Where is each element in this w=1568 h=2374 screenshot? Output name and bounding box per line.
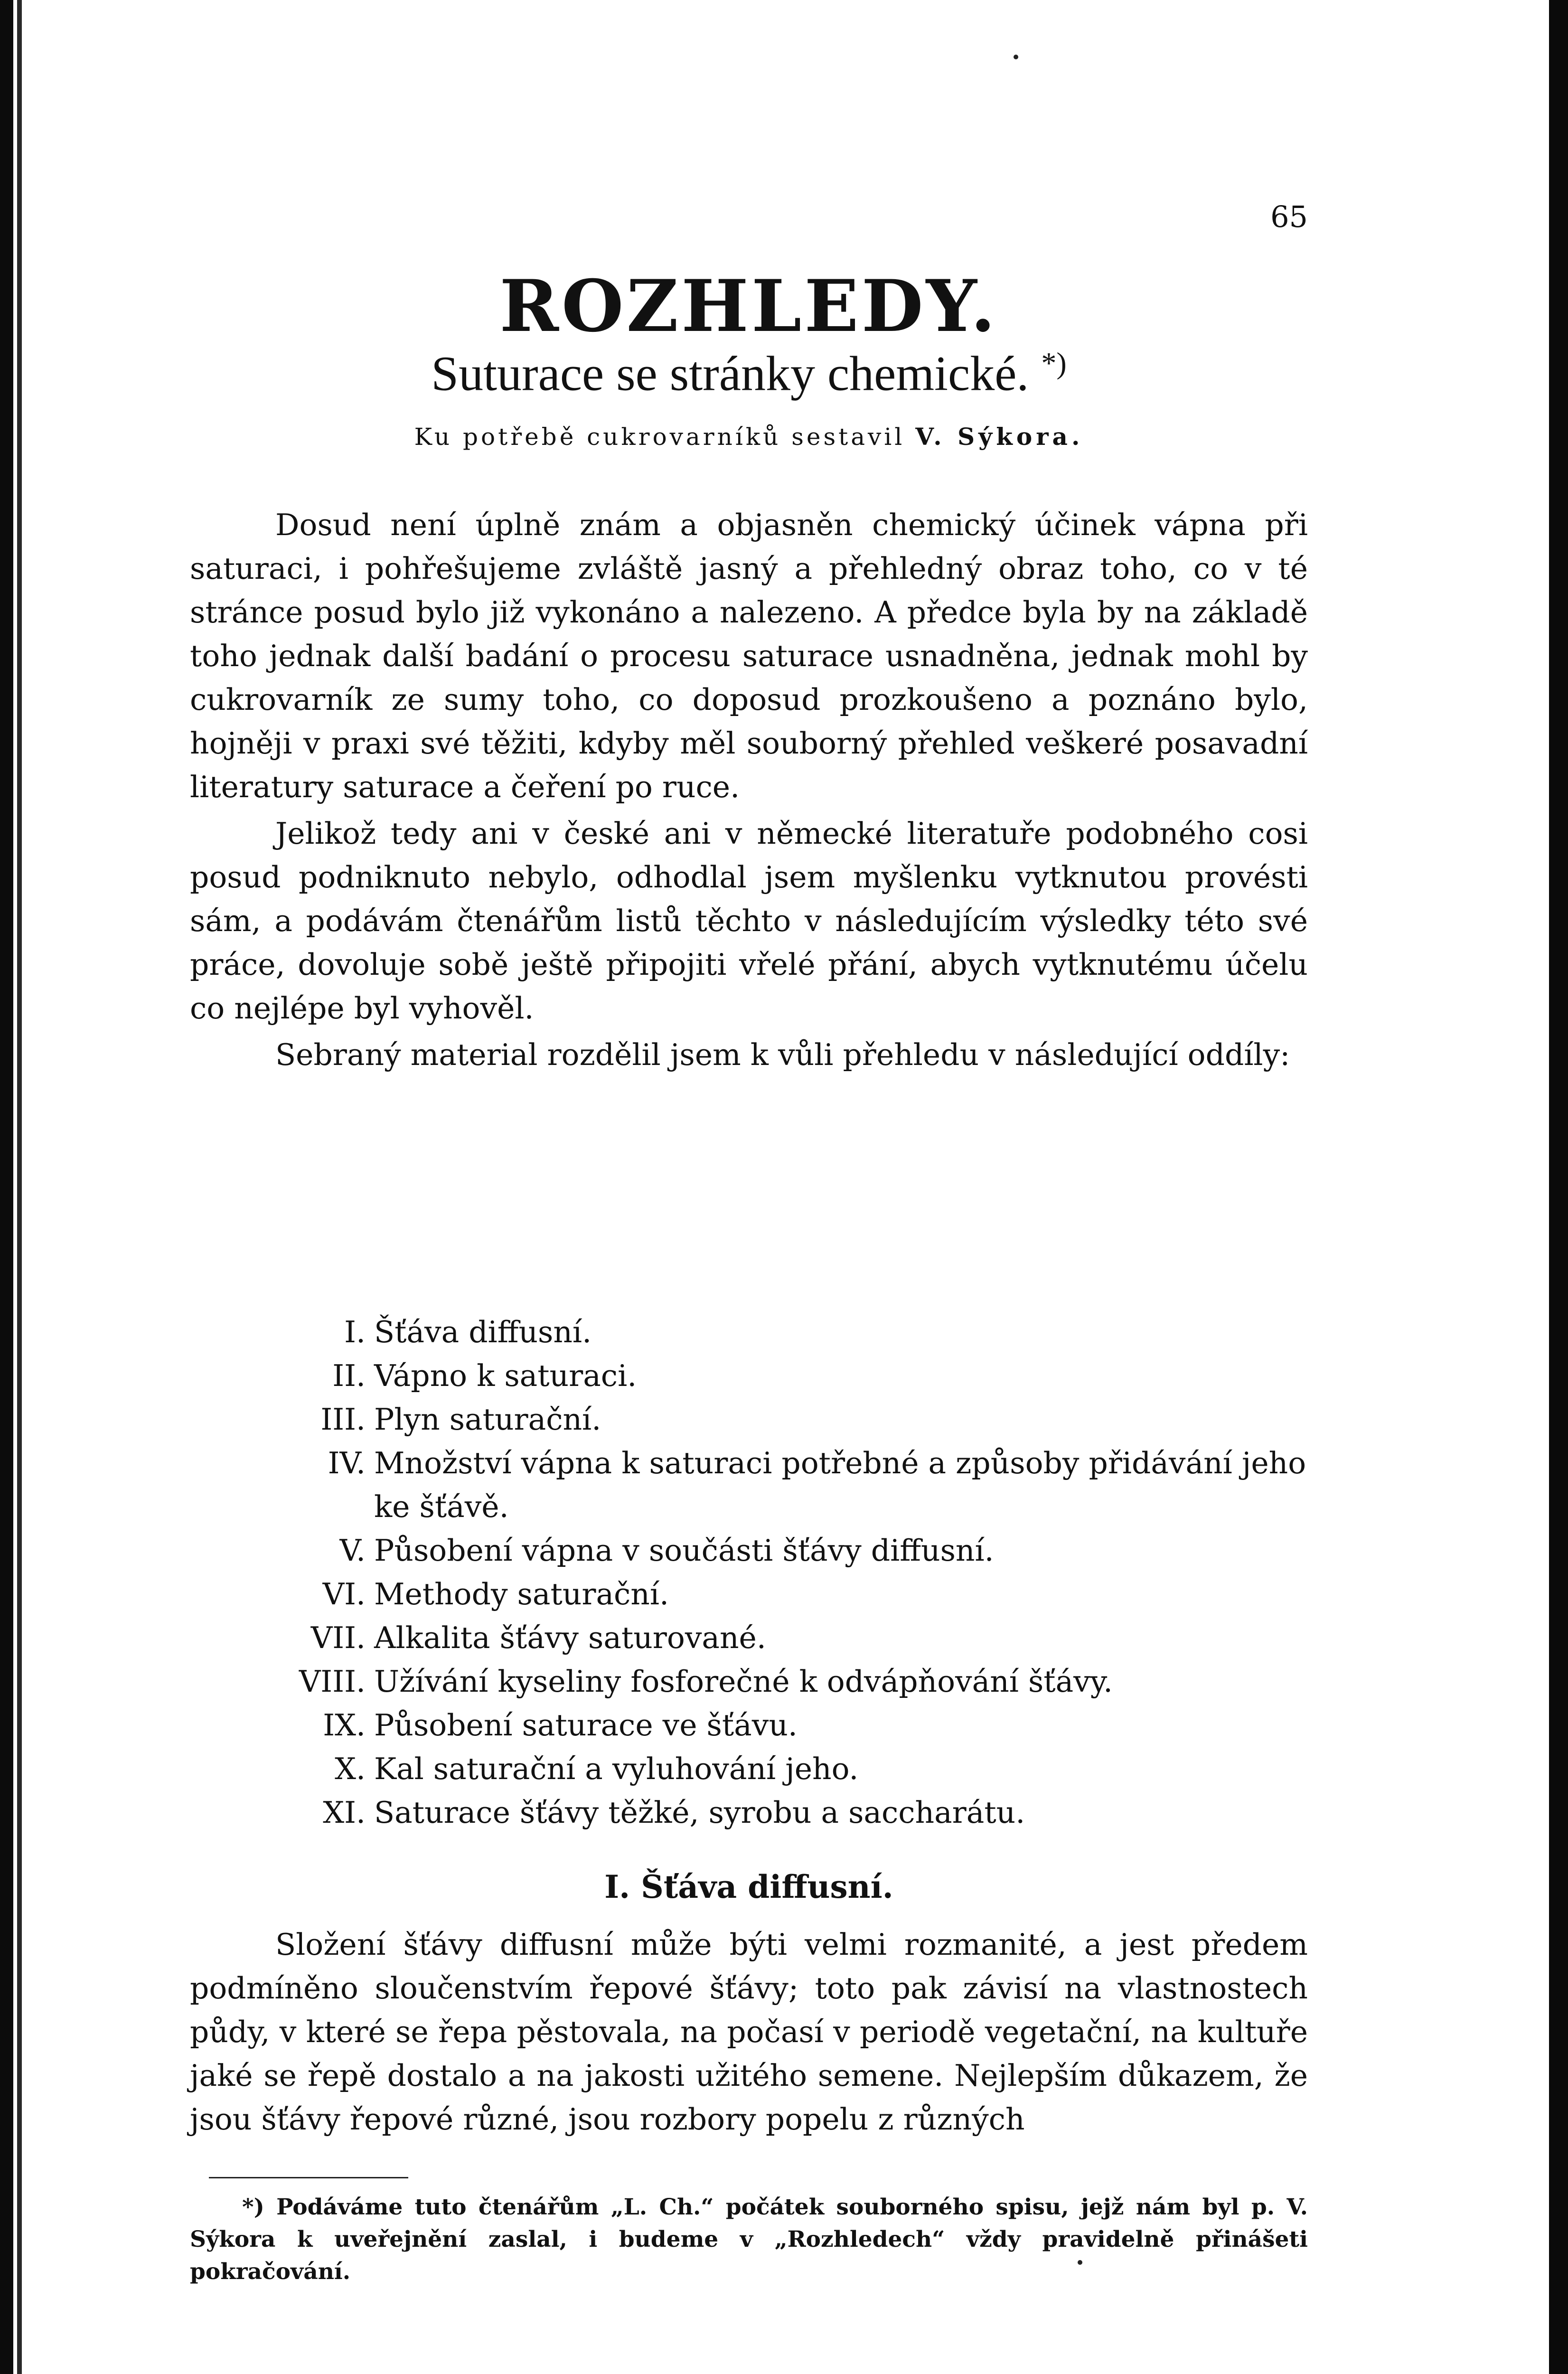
byline-prefix: Ku potřebě cukrovarníků sestavil: [414, 423, 905, 451]
intro-text: [190, 503, 1308, 1077]
list-item-title: Plyn saturační.: [374, 1402, 601, 1437]
list-item: [190, 1310, 1308, 1354]
byline-author: V. Sýkora.: [915, 423, 1084, 451]
list-item-title: Vápno k saturaci.: [374, 1358, 637, 1393]
list-item: [190, 1791, 1308, 1835]
list-item: [190, 1660, 1308, 1704]
list-item: [190, 1398, 1308, 1441]
list-item-number: X.: [335, 1752, 366, 1786]
list-item-title: Působení vápna v součásti šťávy diffusní.: [374, 1533, 994, 1568]
footnote-divider: [209, 2177, 408, 2178]
list-item-number: IV.: [328, 1446, 366, 1480]
list-item-number: V.: [339, 1533, 366, 1568]
footnote-mark: *): [1041, 346, 1067, 380]
chapter-text: [190, 1923, 1308, 2141]
article-title-text: Suturace se stránky chemické.: [431, 346, 1029, 401]
chapter-heading: I. Šťáva diffusní.: [604, 1868, 893, 1905]
footnote: [190, 2191, 1308, 2288]
paragraph: Složení šťávy diffusní může býti velmi rozmanité, a jest předem podmíněno sloučenstvím řepové šťávy; toto pak závisí na vlastnostech půdy, v které se řepa pěstovala, na počasí v periodě vegetační, na kultuře jaké se řepě dostalo a na jakosti užitého semene. Nejlepším důkazem, že jsou šťávy řepové různé, jsou rozbory popelu z různých: [190, 1927, 1308, 2137]
list-item: [190, 1529, 1308, 1573]
list-item-number: VI.: [322, 1577, 366, 1611]
scan-edge-left: [0, 0, 13, 2374]
page-number: 65: [1270, 199, 1308, 234]
paragraph: Jelikož tedy ani v české ani v německé literatuře podobného cosi posud podniknuto nebylo, odhodlal jsem myšlenku vytknutou provésti sám, a podávám čtenářům listů těchto v následujícím výsledky této své práce, dovoluje sobě ještě připojiti vřelé přání, abych vytknutému účelu co nejlépe byl vyhověl.: [190, 816, 1308, 1026]
list-item-number: II.: [332, 1358, 366, 1393]
list-item-number: IX.: [323, 1708, 366, 1743]
list-item: [190, 1747, 1308, 1791]
paragraph: Sebraný material rozdělil jsem k vůli přehledu v následující oddíly:: [275, 1037, 1290, 1072]
list-item-title: Saturace šťávy těžké, syrobu a saccharátu.: [374, 1795, 1025, 1830]
list-item: [190, 1441, 1308, 1529]
list-item-number: VIII.: [299, 1664, 366, 1699]
list-item-title: Alkalita šťávy saturované.: [374, 1620, 766, 1655]
list-item-title: Působení saturace ve šťávu.: [374, 1708, 798, 1743]
section-list: [190, 1310, 1308, 1835]
scan-edge-left-inner: [17, 0, 22, 2374]
scan-edge-right: [1549, 0, 1568, 2374]
list-item-title: Methody saturační.: [374, 1577, 669, 1611]
list-item-number: XI.: [323, 1795, 366, 1830]
byline: [190, 423, 1308, 451]
list-item: [190, 1573, 1308, 1616]
paragraph: Dosud není úplně znám a objasněn chemický účinek vápna při saturaci, i pohřešujeme zvláště jasný a přehledný obraz toho, co v té stránce posud bylo již vykonáno a nalezeno. A předce byla by na základě toho jednak další badání o procesu saturace usnadněna, jednak mohl by cukrovarník ze sumy toho, co doposud prozkoušeno a poznáno bylo, hojněji v praxi své těžiti, kdyby měl souborný přehled veškeré posavadní literatury saturace a čeření po ruce.: [190, 508, 1308, 804]
scan-speck: [1014, 55, 1018, 59]
section-title: ROZHLEDY.: [499, 264, 998, 348]
list-item-title: Kal saturační a vyluhování jeho.: [374, 1752, 859, 1786]
list-item-number: III.: [320, 1402, 366, 1437]
list-item-number: I.: [344, 1315, 366, 1349]
list-item: [190, 1354, 1308, 1398]
list-item: [190, 1704, 1308, 1747]
list-item: [190, 1616, 1308, 1660]
footnote-text: *) Podáváme tuto čtenářům „L. Ch.“ počátek souborného spisu, jejž nám byl p. V. Sýkora k uveřejnění zaslal, i budeme v „Rozhledech“ vždy pravidelně přinášeti pokračování.: [190, 2194, 1308, 2285]
list-item-number: VII.: [310, 1620, 366, 1655]
list-item-title: Množství vápna k saturaci potřebné a způsoby přidávání jeho ke šťávě.: [374, 1446, 1306, 1524]
article-title: [190, 347, 1308, 401]
list-item-title: Užívání kyseliny fosforečné k odvápňování šťávy.: [374, 1664, 1113, 1699]
list-item-title: Šťáva diffusní.: [374, 1315, 592, 1349]
